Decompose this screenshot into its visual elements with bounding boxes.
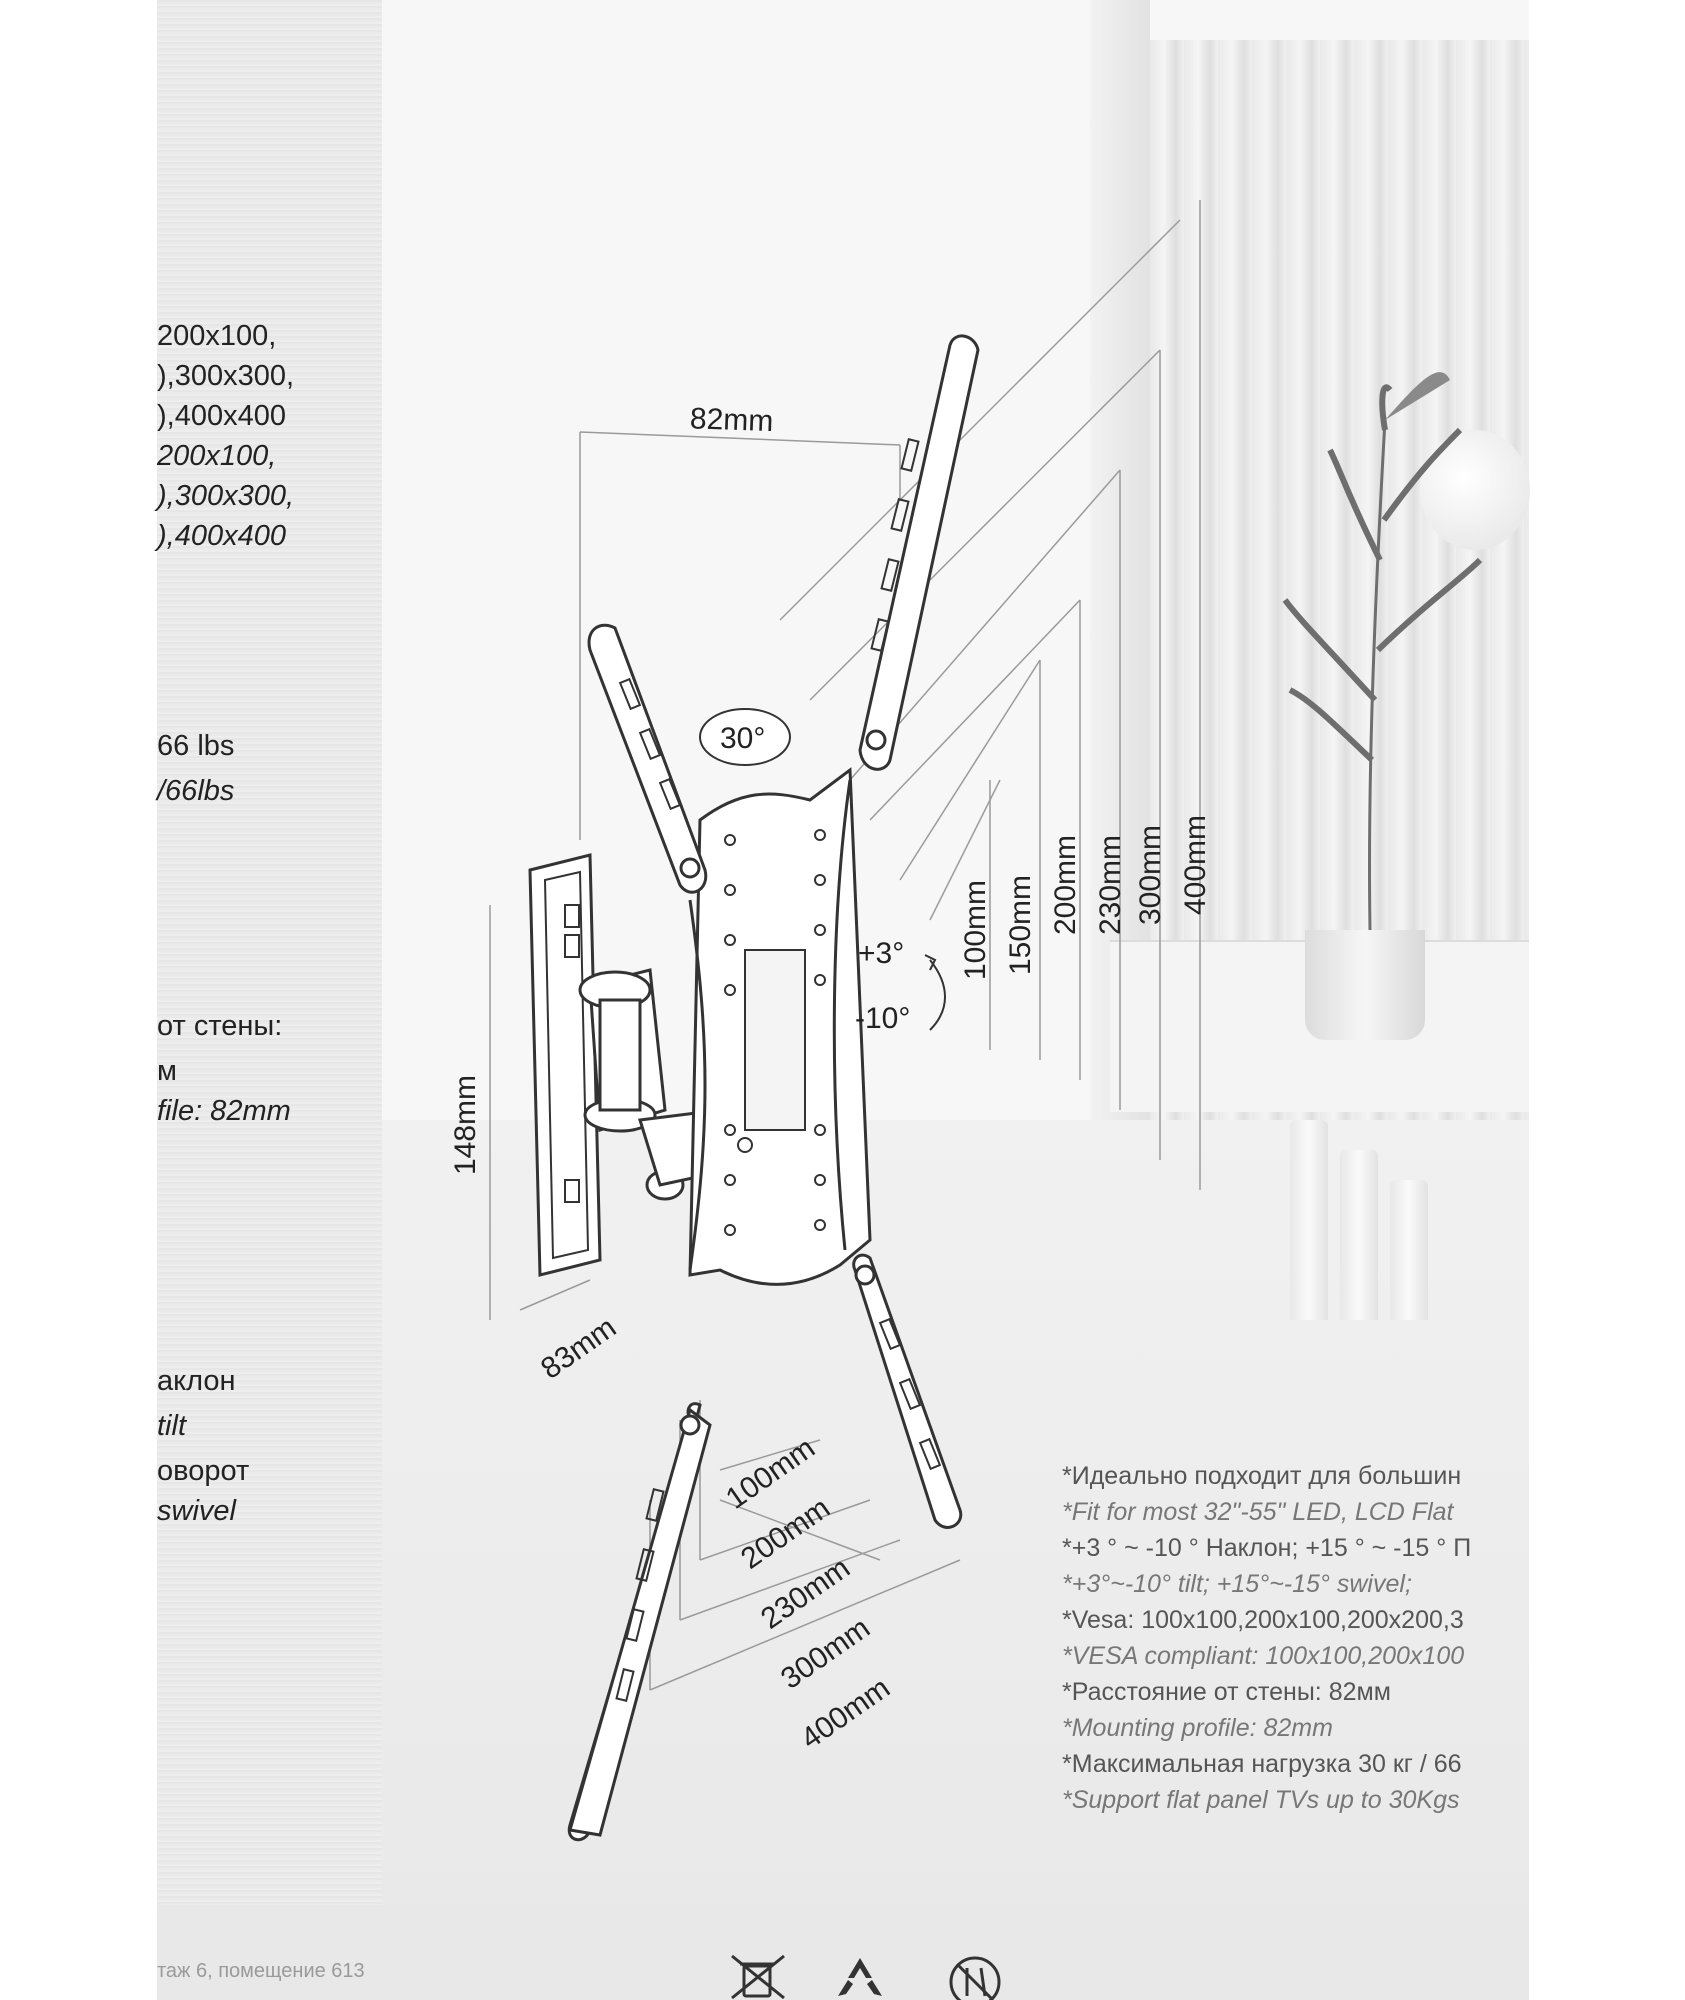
tilt-down-label: -10° [855,1002,911,1035]
bottom-dimension-label: 230mm [755,1551,856,1636]
spec-line: *Mounting profile: 82mm [1062,1714,1333,1742]
tv-plate [690,770,870,1284]
bottom-dimension-label: 300mm [775,1611,876,1696]
left-text-line: ),300x300, [157,480,295,512]
vertical-dimension-label: 200mm [1049,834,1082,935]
depth-label: 83mm [535,1310,623,1386]
vertical-dimension-label: 100mm [959,879,992,980]
vertical-dimension-label: 400mm [1179,814,1212,915]
height-label: 148mm [449,1074,482,1175]
left-text-line: tilt [157,1410,186,1442]
left-text-line: ),300x300, [157,360,295,392]
left-text-line: 200x100, [157,320,277,352]
left-text-line: оворот [157,1455,250,1487]
spec-line: *Support flat panel TVs up to 30Kgs [1062,1786,1460,1814]
recycle-icon [820,1952,900,2000]
spec-line: *+3 ° ~ -10 ° Наклон; +15 ° ~ -15 ° П [1062,1534,1472,1562]
left-text-line: /66lbs [157,775,235,807]
spec-line: *+3°~-10° tilt; +15°~-15° swivel; [1062,1570,1412,1598]
left-text-line: от стены: [157,1010,283,1042]
left-text-line: 200x100, [157,440,277,472]
bottom-dimension-label: 100mm [720,1431,821,1516]
vertical-dimension-label: 150mm [1004,874,1037,975]
wall-plate [530,855,600,1275]
vertical-dimension-label: 300mm [1134,824,1167,925]
left-text-line: ),400x400 [157,520,286,552]
spec-line: *Fit for most 32"-55" LED, LCD Flat [1062,1498,1454,1526]
plant-icon [1285,372,1480,930]
spec-line: *Максимальная нагрузка 30 кг / 66 [1062,1750,1462,1778]
address-text: таж 6, помещение 613 [157,1960,365,1982]
spec-line: *Расстояние от стены: 82мм [1062,1678,1391,1706]
left-text-line: аклон [157,1365,236,1397]
left-text-line: 66 lbs [157,730,235,762]
left-text-line: file: 82mm [157,1095,291,1127]
left-text-line: swivel [157,1495,236,1527]
bottom-dimension-label: 200mm [735,1491,836,1576]
tilt-arrow-icon [925,955,945,1030]
spec-line: *VESA compliant: 100x100,200x100 [1062,1642,1465,1670]
bottom-labels [720,1431,896,1755]
vertical-labels [959,815,1212,980]
swivel-label: 30° [720,722,766,755]
not-food-safe-icon [935,1952,1015,2000]
bottom-dimension-label: 400mm [795,1671,896,1756]
tilt-up-label: +3° [858,937,905,970]
vertical-dimension-label: 230mm [1094,834,1127,935]
left-text-line: м [157,1055,177,1087]
left-text-line: ),400x400 [157,400,286,432]
top-width-label: 82mm [689,402,774,439]
crossed-bin-icon [718,1952,798,2000]
spec-line: *Vesa: 100x100,200x100,200x200,3 [1062,1606,1464,1634]
spec-line: *Идеально подходит для большин [1062,1462,1462,1490]
